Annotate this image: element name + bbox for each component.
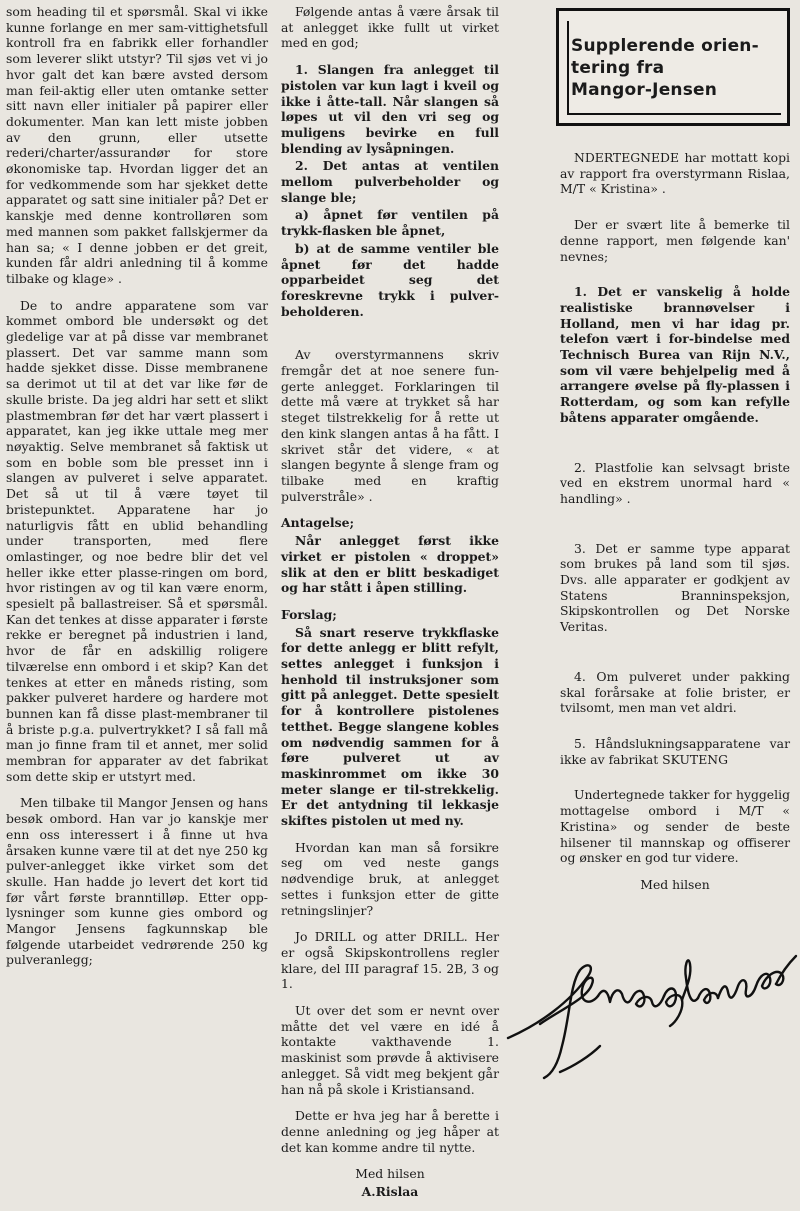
column-right — [560, 150, 795, 904]
paragraph-closing: Dette er hva jeg har å berette i denne anledning og jeg håper at det kan komme andre til nytte. — [281, 1108, 503, 1155]
cause-item-2a: a) åpnet før ventilen på trykk-flasken ble åpnet, — [281, 207, 504, 239]
paragraph-received-report: NDERTEGNEDE har mottatt kopi av rapport fra overstyrmann Rislaa, M/T « Kristina» . — [560, 150, 794, 197]
closing-greeting: Med hilsen — [355, 1166, 425, 1182]
paragraph-remark: Der er svært lite å bemerke til denne rapport, men følgende kan' nevnes; — [560, 217, 794, 264]
supplement-item-1: 1. Det er vanskelig å holde realistiske brannøvelser i Holland, men vi har idag pr. telefon vært i for-bindelse med Technisch Burea van Rijn N.V., som vil være behjelpelig med å arrangere øvelse på fly-plassen i Rotterdam, og som kan refylle båtens apparater omgående. — [560, 284, 795, 425]
supplement-item-3: 3. Det er samme type apparat som brukes på land som til sjøs. Dvs. alle apparater er godkjent av Statens Branninspeksjon, Skipskontrollen og Det Norske Veritas. — [560, 540, 794, 635]
antagelse-heading: Antagelse; — [281, 515, 355, 531]
column-left — [6, 4, 272, 979]
paragraph-how: Hvordan kan man så forsikre seg om ved neste gangs nødvendige bruk, at anlegget settes i funksjon etter de gitte retningslinjer? — [281, 839, 503, 918]
supplement-heading: Supplerende orien- tering fra Mangor-Jensen — [571, 36, 759, 100]
cause-item-2b: b) at de samme ventiler ble åpnet før det hadde opparbeidet seg det foreskrevne trykk i pulver-beholderen. — [281, 240, 504, 319]
paragraph-causes-intro: Følgende antas å være årsak til at anlegget ikke fullt ut virket med en god; — [281, 4, 503, 51]
paragraph-intro: som heading til et spørsmål. Skal vi ikke kunne forlange en mer sam-vittighetsfull kontroll fra en fabrikk eller forhandler som leverer slikt utstyr? Til sjøs vet vi jo hvor galt det kan bære avsted dersom man feil-aktig eller uten omtanke setter sitt navn eller initialer på papirer eller dokumenter. Man kan lett miste jobben av den grunn, eller utsette rederi/charter/assurandør for store økonomiske tap. Hvordan ligger det an for vedkommende som har sjekket dette apparatet og satt sine initialer på? Det er kanskje med denne kontrolløren som med mannen som pakket fallskjermer da han sa; « I denne jobben er det greit, kunden får aldri anledning til å komme tilbake og klage» . — [6, 4, 272, 286]
supplement-item-2: 2. Plastfolie kan selvsagt briste ved en ekstrem unormal hard « handling» . — [560, 459, 794, 506]
handwritten-signature — [500, 906, 800, 1086]
signer-name: A.Rislaa — [361, 1184, 419, 1200]
paragraph-contact: Ut over det som er nevnt over måtte det vel være en idé å kontakte vakthavende 1. maskinist som prøvde å aktivisere anlegget. Så vidt meg bekjent går han nå på skole i Kristiansand. — [281, 1003, 503, 1097]
antagelse-text: Når anlegget først ikke virket er pistolen « droppet» slik at den er blitt beskadiget og har stått i åpen stilling. — [281, 533, 504, 596]
closing-greeting-right: Med hilsen — [640, 876, 710, 892]
paragraph-mate-report: Av overstyrmannens skriv fremgår det at noe senere fun-gerte anlegget. Forklaringen til dette må være at trykket så har steget tilstrekkelig for å rette ut den kink slangen antas å ha fått. I skrivet står det videre, « at slangen begynte å slenge fram og tilbake med en kraftig pulverstråle» . — [281, 347, 503, 504]
paragraph-membranes: De to andre apparatene som var kommet ombord ble undersøkt og det gledelige var at på disse var membranet plassert. Det var samme mann som hadde sjekket disse. Disse membranene sa derimot ut til at det var like før de skulle briste. Da jeg aldri har sett et slikt plastmembran før det har vært plassert i apparatet, kan jeg ikke uttale meg mer nøyaktig. Selve membranet så faktisk ut som en boble som ble presset inn i slangen av pulveret i selve apparatet. Det så ut til å være tøyet til bristepunktet. Apparatene har jo naturligvis fått en ublid behandling under transporten, med flere omlastinger, og noe bedre blir det vel heller ikke etter plasse-ringen om bord, hvor ristingen av og til kan være enorm, spesielt på ballastreiser. Så et spørsmål. Kan det tenkes at disse apparater i første rekke er beregnet på industrien i land, hvor de får en adskillig roligere tilværelse enn ombord i et skip? Kan det tenkes at etter en måneds risting, som pakker pulveret hardere og hardere mot bunnen kan få disse plast-membraner til å briste p.g.a. pulvertrykket? I så fall må man jo finne fram til et annet, mer solid membran for apparater av det fabrikat som dette skip er utstyrt med. — [6, 297, 272, 784]
cause-item-2: 2. Det antas at ventilen mellom pulverbeholder og slange ble; — [281, 158, 504, 205]
column-middle — [281, 4, 504, 1211]
forslag-heading: Forslag; — [281, 606, 337, 622]
supplement-item-4: 4. Om pulveret under pakking skal forårsake at folie brister, er tvilsomt, men man vet aldri. — [560, 668, 794, 716]
paragraph-mangor-visit: Men tilbake til Mangor Jensen og hans besøk ombord. Han var jo kanskje mer enn oss interessert i å finne ut hva årsaken kunne være til at det nye 250 kg pulver-anlegget ikke virket som det skulle. Han hadde jo levert det kort tid før vårt første branntilløp. Etter opp-lysninger som kunne gies ombord og Mangor Jensens fagkunnskap ble følgende utarbeidet vedrørende 250 kg pulveranlegg; — [6, 795, 272, 968]
cause-item-1: 1. Slangen fra anlegget til pistolen var kun lagt i kveil og ikke i åtte-tall. Når slangen så løpes ut vil den vri seg og muligens bevirke en full blending av lysåpningen. — [281, 62, 504, 156]
forslag-text: Så snart reserve trykkflaske for dette anlegg er blitt refylt, settes anlegget i funksjon i henhold til instruksjoner som gitt på anlegget. Dette spesielt for å kontrollere pistolenes tetthet. Begge slangene kobles om nødvendig sammen for å føre pulveret ut av maskinrommet om ikke 30 meter slange er til-strekkelig. Er det antydning til lekkasje skiftes pistolen ut med ny. — [281, 624, 504, 829]
paragraph-thanks: Undertegnede takker for hyggelig mottagelse ombord i M/T « Kristina» og sender de beste hilsener til mannskap og offiserer og ønsker en god tur videre. — [560, 787, 794, 866]
supplement-heading-box — [556, 8, 790, 126]
supplement-item-5: 5. Håndslukningsapparatene var ikke av fabrikat SKUTENG — [560, 735, 794, 767]
paragraph-drill: Jo DRILL og atter DRILL. Her er også Skipskontrollens regler klare, del III paragraf 15. 2B, 3 og 1. — [281, 929, 503, 992]
